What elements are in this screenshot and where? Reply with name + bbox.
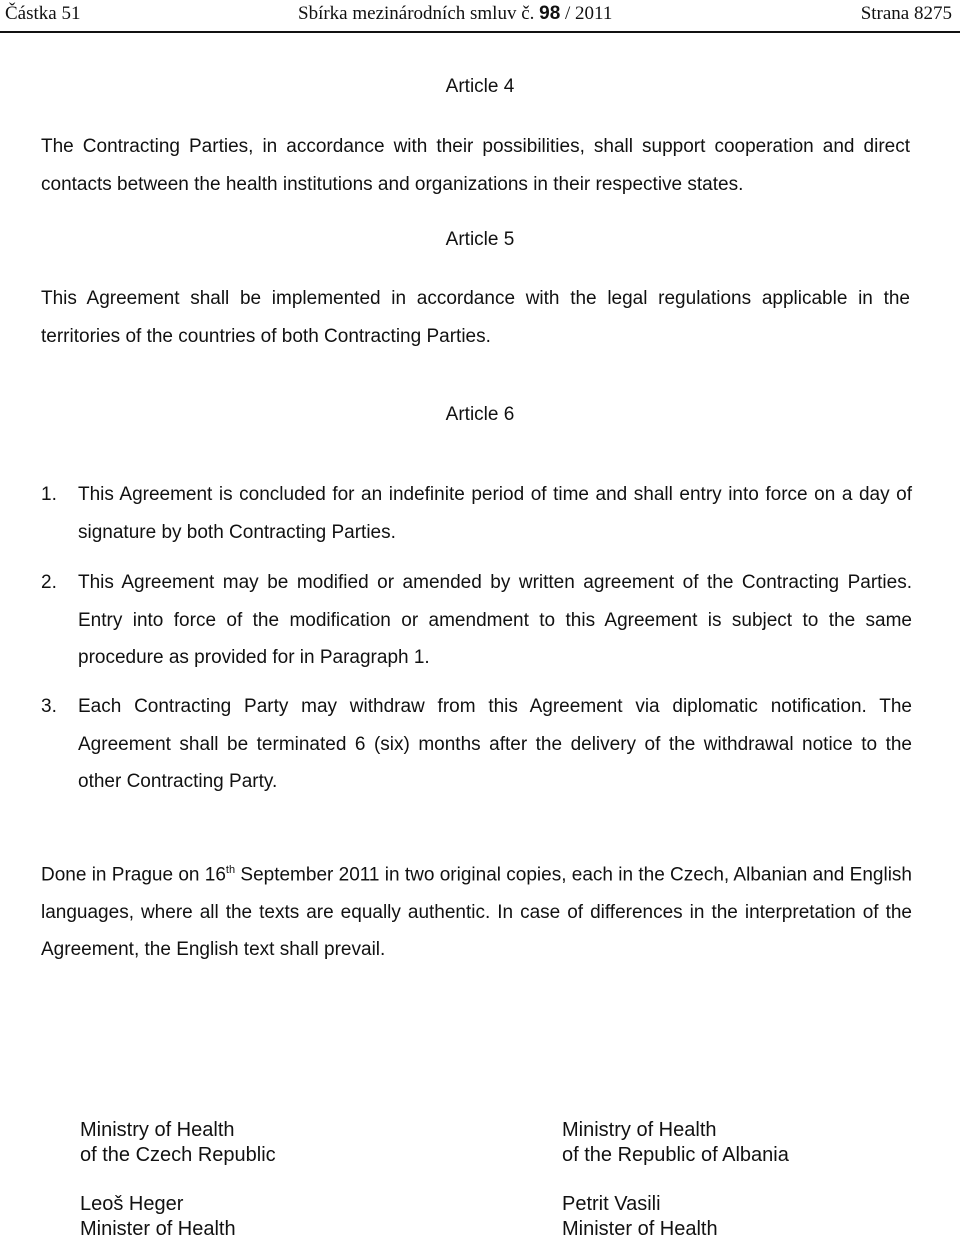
article-6-heading: Article 6 bbox=[445, 404, 515, 425]
paragraph-3-number: 3. bbox=[41, 696, 57, 717]
signatory-name: Leoš Heger bbox=[80, 1193, 184, 1215]
collection-number: 98 bbox=[539, 3, 561, 24]
article-4-heading: Article 4 bbox=[445, 76, 515, 97]
signatory-title: Minister of Health bbox=[562, 1218, 718, 1240]
ordinal-suffix: th bbox=[225, 864, 236, 876]
page-header bbox=[0, 0, 960, 33]
article-5-heading: Article 5 bbox=[445, 229, 515, 250]
signatory-country: of the Czech Republic bbox=[80, 1144, 276, 1166]
collection-title bbox=[298, 3, 612, 25]
article-4-text: The Contracting Parties, in accordance with their possibilities, shall support cooperation and direct contacts between the health institutions and organizations in their respective states. bbox=[41, 136, 910, 195]
signatory-name: Petrit Vasili bbox=[562, 1193, 661, 1215]
closing-text-start: Done in Prague on 16 bbox=[41, 864, 226, 886]
signatory-country: of the Republic of Albania bbox=[562, 1144, 789, 1166]
paragraph-2-number: 2. bbox=[41, 572, 57, 593]
page-number: Strana 8275 bbox=[860, 3, 952, 24]
paragraph-1-number: 1. bbox=[41, 484, 57, 505]
paragraph-1-text: This Agreement is concluded for an indefinite period of time and shall entry into force on a day of signature by both Contracting Parties. bbox=[78, 484, 912, 543]
collection-year: / 2011 bbox=[565, 3, 613, 24]
issue-label: Částka 51 bbox=[5, 3, 81, 24]
signatory-org: Ministry of Health bbox=[562, 1119, 717, 1141]
signatory-org: Ministry of Health bbox=[80, 1119, 235, 1141]
signatory-albania bbox=[562, 1118, 789, 1242]
signatory-czech bbox=[80, 1118, 276, 1242]
article-5-text: This Agreement shall be implemented in accordance with the legal regulations applicable in the territories of the countries of both Contracting Parties. bbox=[41, 288, 910, 347]
closing-text-end: September 2011 in two original copies, each in the Czech, Albanian and English languages, where all the texts are equally authentic. In case of differences in the interpretation of the Agreement, the English text shall prevail. bbox=[41, 864, 912, 961]
paragraph-2-text: This Agreement may be modified or amended by written agreement of the Contracting Parties. Entry into force of the modification or amendment to this Agreement is subject to the same procedure as provided for in Paragraph 1. bbox=[78, 572, 912, 668]
signatory-title: Minister of Health bbox=[80, 1218, 236, 1240]
closing-statement bbox=[41, 852, 912, 969]
paragraph-3-text: Each Contracting Party may withdraw from this Agreement via diplomatic notification. The Agreement shall be terminated 6 (six) months after the delivery of the withdrawal notice to the other Contracting Party. bbox=[78, 696, 912, 792]
collection-name: Sbírka mezinárodních smluv č. bbox=[298, 3, 535, 24]
